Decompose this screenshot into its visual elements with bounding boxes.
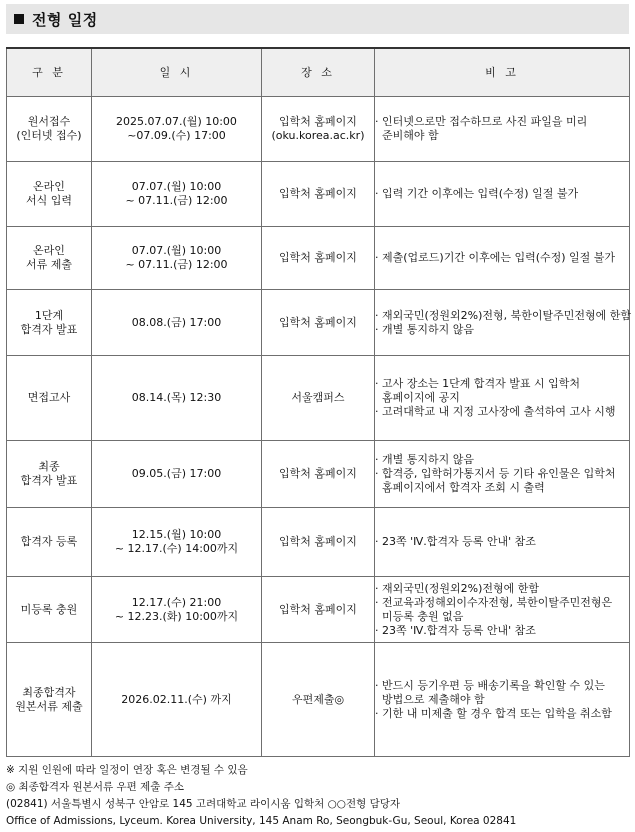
place-cell xyxy=(262,97,375,162)
category-cell-line: 서류 제출 xyxy=(25,258,72,271)
category-cell xyxy=(7,290,92,356)
header-notes: 비 고 xyxy=(375,48,630,97)
header-category: 구 분 xyxy=(7,48,92,97)
datetime-cell xyxy=(92,290,262,356)
category-cell-line: 온라인 xyxy=(33,244,65,257)
category-cell xyxy=(7,162,92,227)
datetime-cell-line: 08.14.(목) 12:30 xyxy=(131,391,222,404)
category-cell xyxy=(7,441,92,508)
table-row xyxy=(7,290,630,356)
datetime-cell-line: ~ 07.11.(금) 12:00 xyxy=(125,258,228,271)
notes-cell xyxy=(375,508,630,577)
place-cell-line: 입학처 홈페이지 xyxy=(279,115,357,128)
notes-cell-line: · 23쪽 'Ⅳ.합격자 등록 안내' 참조 xyxy=(375,623,536,637)
datetime-cell xyxy=(92,356,262,441)
notes-cell-line: · 입력 기간 이후에는 입력(수정) 일절 불가 xyxy=(375,187,579,200)
notes-cell-line: · 개별 통지하지 않음 xyxy=(375,453,474,466)
datetime-cell-line: 09.05.(금) 17:00 xyxy=(131,467,222,480)
table-row xyxy=(7,162,630,227)
notes-cell-line: 준비해야 함 xyxy=(375,129,439,142)
table-row xyxy=(7,227,630,290)
table-row xyxy=(7,356,630,441)
datetime-cell-line: 2026.02.11.(수) 까지 xyxy=(121,692,232,706)
notes-cell-line: · 인터넷으로만 접수하므로 사진 파일을 미리 xyxy=(375,115,588,128)
datetime-cell-line: 12.17.(수) 21:00 xyxy=(131,595,222,609)
notes-cell-line: · 재외국민(정원외2%)전형, 북한이탈주민전형에 한함 xyxy=(375,308,632,322)
datetime-cell-line: 2025.07.07.(월) 10:00 xyxy=(116,115,237,128)
datetime-cell xyxy=(92,162,262,227)
notes-cell-line: 홈페이지에서 합격자 조회 시 출력 xyxy=(375,481,545,494)
category-cell-line: 1단계 xyxy=(34,308,64,322)
category-cell-line: 최종합격자 xyxy=(22,685,76,699)
datetime-cell-line: ~ 12.17.(수) 14:00까지 xyxy=(114,542,239,555)
category-cell-line: (인터넷 접수) xyxy=(16,129,82,142)
notes-cell xyxy=(375,441,630,508)
table-header-row xyxy=(7,48,630,97)
place-cell xyxy=(262,643,375,757)
datetime-cell-line: ~07.09.(수) 17:00 xyxy=(127,129,226,142)
datetime-cell xyxy=(92,577,262,643)
place-cell-line: (oku.korea.ac.kr) xyxy=(271,129,365,142)
notes-cell-line: · 고려대학교 내 지정 고사장에 출석하여 고사 시행 xyxy=(375,405,616,418)
datetime-cell xyxy=(92,97,262,162)
notes-cell-line: · 개별 통지하지 않음 xyxy=(375,322,474,336)
category-cell-line: 서식 입력 xyxy=(25,194,72,207)
datetime-cell-line: ~ 07.11.(금) 12:00 xyxy=(125,194,228,207)
category-cell-line: 합격자 등록 xyxy=(20,535,78,548)
place-cell xyxy=(262,356,375,441)
place-cell xyxy=(262,441,375,508)
place-cell-line: 입학처 홈페이지 xyxy=(279,467,357,480)
notes-cell-line: · 제출(업로드)기간 이후에는 입력(수정) 일절 불가 xyxy=(375,251,616,264)
category-cell xyxy=(7,356,92,441)
category-cell xyxy=(7,643,92,757)
place-cell xyxy=(262,508,375,577)
place-cell-line: 입학처 홈페이지 xyxy=(279,315,357,329)
category-cell xyxy=(7,577,92,643)
datetime-cell xyxy=(92,508,262,577)
category-cell xyxy=(7,227,92,290)
datetime-cell xyxy=(92,227,262,290)
section-title: 전형 일정 xyxy=(32,10,98,29)
table-body xyxy=(7,97,630,757)
header-place: 장 소 xyxy=(262,48,375,97)
notes-cell-line: 방법으로 제출해야 함 xyxy=(375,692,485,706)
notes-cell xyxy=(375,97,630,162)
notes-cell-line: · 고사 장소는 1단계 합격자 발표 시 입학처 xyxy=(375,377,580,390)
datetime-cell-line: 08.08.(금) 17:00 xyxy=(131,315,222,329)
section-title-bar xyxy=(6,4,629,34)
notes-cell xyxy=(375,356,630,441)
category-cell-line: 합격자 발표 xyxy=(20,474,78,487)
place-cell-line: 우편제출◎ xyxy=(291,692,345,706)
place-cell xyxy=(262,290,375,356)
table-row xyxy=(7,97,630,162)
place-cell-line: 입학처 홈페이지 xyxy=(279,251,357,264)
place-cell xyxy=(262,227,375,290)
notes-cell xyxy=(375,577,630,643)
place-cell-line: 입학처 홈페이지 xyxy=(279,535,357,548)
notes-cell xyxy=(375,227,630,290)
category-cell-line: 원서접수 xyxy=(27,115,71,128)
notes-cell xyxy=(375,162,630,227)
category-cell-line: 미등록 충원 xyxy=(20,602,78,616)
category-cell-line: 온라인 xyxy=(33,180,65,193)
category-cell-line: 최종 xyxy=(38,460,60,473)
footer-notes xyxy=(6,762,631,830)
table-row xyxy=(7,577,630,643)
category-cell-line: 합격자 발표 xyxy=(20,322,78,336)
schedule-table xyxy=(6,47,630,757)
category-cell-line: 면접고사 xyxy=(27,391,71,404)
footer-line: ◎ 최종합격자 원본서류 우편 제출 주소 xyxy=(6,781,184,793)
footer-line: Office of Admissions, Lyceum. Korea University, 145 Anam Ro, Seongbuk-Gu, Seoul, Korea 02841 xyxy=(6,815,517,827)
place-cell xyxy=(262,162,375,227)
category-cell xyxy=(7,508,92,577)
notes-cell-line: 미등록 충원 없음 xyxy=(375,609,464,623)
datetime-cell-line: 07.07.(월) 10:00 xyxy=(131,180,222,193)
header-datetime: 일 시 xyxy=(92,48,262,97)
place-cell xyxy=(262,577,375,643)
table-row xyxy=(7,441,630,508)
notes-cell-line: · 기한 내 미제출 할 경우 합격 또는 입학을 취소함 xyxy=(375,706,612,720)
category-cell xyxy=(7,97,92,162)
notes-cell-line: · 합격증, 입학허가통지서 등 기타 유인물은 입학처 xyxy=(375,467,616,480)
place-cell-line: 서울캠퍼스 xyxy=(291,391,345,404)
notes-cell-line: · 재외국민(정원외2%)전형에 한함 xyxy=(375,581,540,595)
place-cell-line: 입학처 홈페이지 xyxy=(279,602,357,616)
place-cell-line: 입학처 홈페이지 xyxy=(279,187,357,200)
footer-line: ※ 지원 인원에 따라 일정이 연장 혹은 변경될 수 있음 xyxy=(6,764,248,776)
notes-cell-line: · 반드시 등기우편 등 배송기록을 확인할 수 있는 xyxy=(375,678,605,692)
table-row xyxy=(7,643,630,757)
category-cell-line: 원본서류 제출 xyxy=(15,699,83,713)
square-bullet-icon xyxy=(14,14,24,24)
datetime-cell-line: 12.15.(월) 10:00 xyxy=(131,528,222,541)
datetime-cell-line: 07.07.(월) 10:00 xyxy=(131,244,222,257)
notes-cell xyxy=(375,290,630,356)
table-row xyxy=(7,508,630,577)
datetime-cell xyxy=(92,643,262,757)
datetime-cell-line: ~ 12.23.(화) 10:00까지 xyxy=(114,609,239,623)
datetime-cell xyxy=(92,441,262,508)
notes-cell-line: 홈페이지에 공지 xyxy=(375,391,460,404)
notes-cell-line: · 전교육과정해외이수자전형, 북한이탈주민전형은 xyxy=(375,595,613,609)
notes-cell-line: · 23쪽 'Ⅳ.합격자 등록 안내' 참조 xyxy=(375,535,536,548)
footer-line: (02841) 서울특별시 성북구 안암로 145 고려대학교 라이시움 입학처 ○○전형 담당자 xyxy=(6,798,401,810)
notes-cell xyxy=(375,643,630,757)
